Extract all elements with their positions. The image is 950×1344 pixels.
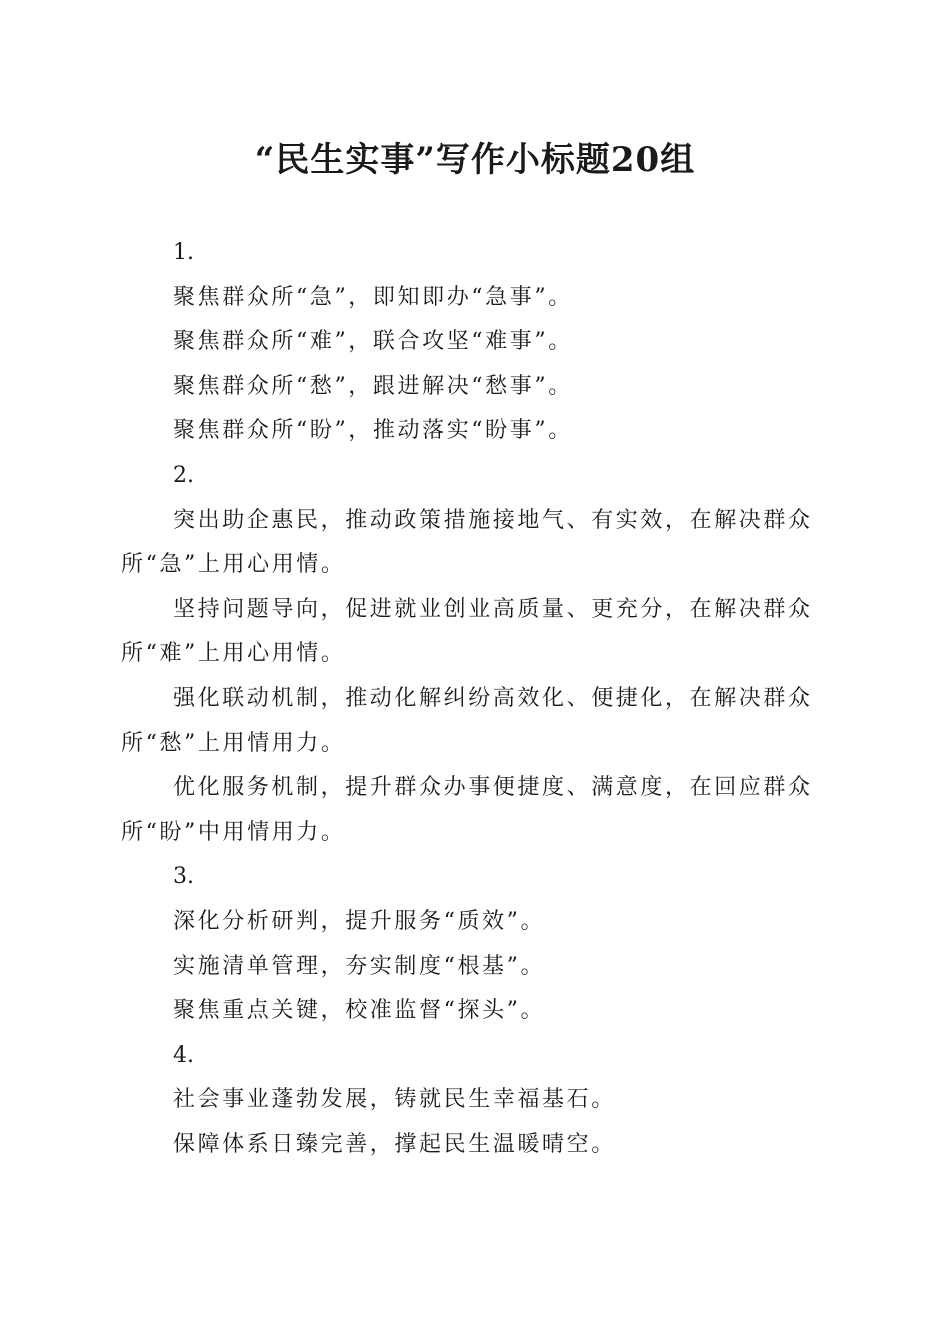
paragraph: 深化分析研判，提升服务“质效”。	[173, 908, 546, 934]
paragraph: 保障体系日臻完善，撑起民生温暖晴空。	[173, 1131, 616, 1157]
paragraph: 坚持问题导向，促进就业创业高质量、更充分，在解决群众所“难”上用心用情。	[121, 596, 813, 667]
document-body	[121, 231, 831, 1167]
paragraph: 聚焦群众所“愁”，跟进解决“愁事”。	[173, 373, 573, 399]
paragraph: 聚焦群众所“难”，联合攻坚“难事”。	[173, 329, 573, 355]
page-title: “民生实事”写作小标题20组	[254, 140, 696, 180]
paragraph: 优化服务机制，提升群众办事便捷度、满意度，在回应群众所“盼”中用情用力。	[121, 775, 813, 845]
paragraph: 聚焦重点关键，校准监督“探头”。	[173, 998, 546, 1024]
paragraph: 聚焦群众所“急”，即知即办“急事”。	[173, 284, 573, 310]
paragraph: 社会事业蓬勃发展，铸就民生幸福基石。	[173, 1087, 616, 1113]
paragraph: 聚焦群众所“盼”，推动落实“盼事”。	[173, 418, 573, 444]
section-number: 1.	[173, 240, 194, 265]
paragraph: 实施清单管理，夯实制度“根基”。	[173, 953, 546, 979]
paragraph: 突出助企惠民，推动政策措施接地气、有实效，在解决群众所“急”上用心用情。	[121, 507, 813, 578]
section-number: 3.	[173, 864, 194, 890]
section-number: 2.	[173, 462, 194, 488]
section-number: 4.	[173, 1042, 194, 1068]
paragraph: 强化联动机制，推动化解纠纷高效化、便捷化，在解决群众所“愁”上用情用力。	[121, 685, 813, 756]
